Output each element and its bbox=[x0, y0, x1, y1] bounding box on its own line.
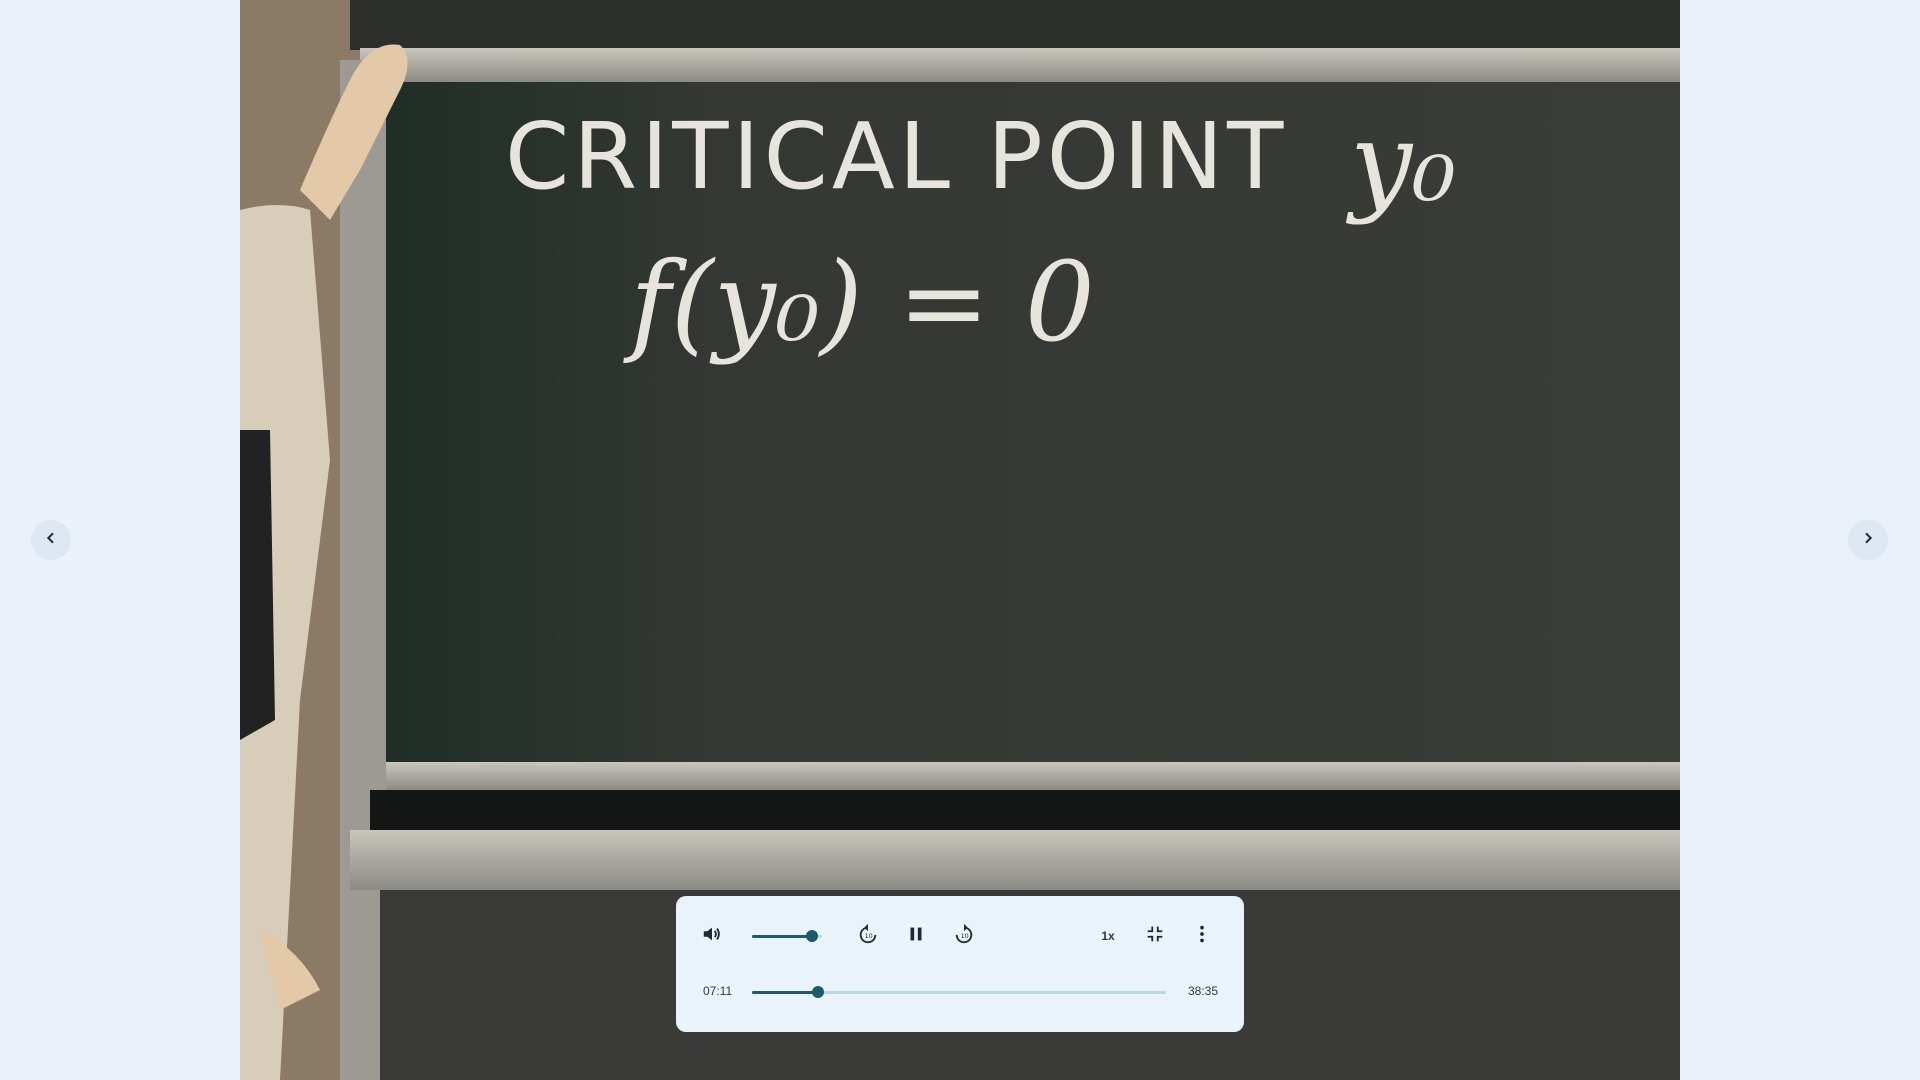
seek-bar[interactable] bbox=[752, 991, 1166, 994]
mute-button[interactable] bbox=[696, 920, 728, 952]
board-line2: f(y₀) = 0 bbox=[630, 238, 1095, 366]
pause-button[interactable] bbox=[900, 920, 932, 952]
board-line1: CRITICAL POINT bbox=[505, 103, 1288, 210]
seek-thumb[interactable] bbox=[812, 986, 824, 998]
more-options-button[interactable] bbox=[1186, 920, 1218, 952]
chevron-left-icon bbox=[43, 530, 59, 551]
forward-10-icon bbox=[953, 923, 975, 950]
volume-thumb[interactable] bbox=[806, 930, 818, 942]
more-vert-icon bbox=[1191, 923, 1213, 950]
replay-10-icon bbox=[857, 923, 879, 950]
board-variable: y₀ bbox=[1350, 98, 1457, 226]
svg-text:10: 10 bbox=[960, 931, 969, 940]
previous-button[interactable] bbox=[31, 520, 71, 560]
volume-slider[interactable] bbox=[752, 935, 822, 938]
playback-speed-button[interactable]: 1x bbox=[1101, 929, 1115, 943]
exit-fullscreen-icon bbox=[1144, 923, 1166, 950]
duration: 38:35 bbox=[1188, 984, 1219, 998]
pause-icon bbox=[905, 923, 927, 950]
current-time: 07:11 bbox=[703, 984, 733, 998]
forward-10-button[interactable] bbox=[948, 920, 980, 952]
rewind-10-button[interactable] bbox=[852, 920, 884, 952]
chevron-right-icon bbox=[1860, 530, 1876, 551]
volume-fill bbox=[752, 935, 812, 938]
exit-fullscreen-button[interactable] bbox=[1139, 920, 1171, 952]
seek-progress bbox=[752, 991, 818, 994]
svg-text:10: 10 bbox=[864, 931, 873, 940]
next-button[interactable] bbox=[1848, 520, 1888, 560]
volume-icon bbox=[701, 923, 723, 950]
player-controls bbox=[676, 896, 1244, 1032]
